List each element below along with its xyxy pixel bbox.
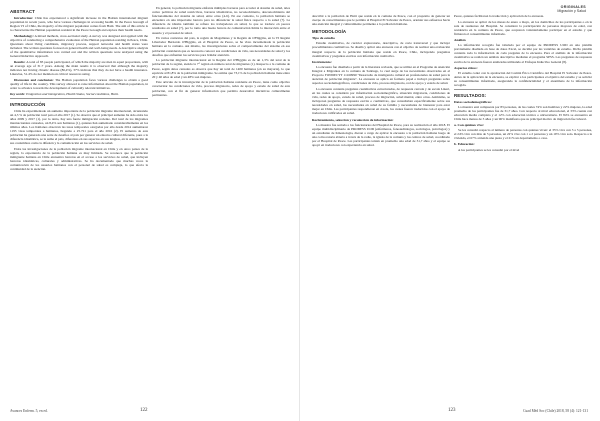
abstract-method-label: Methodology: [14,33,34,38]
left-page-number: 122 [140,408,148,413]
abstract-intro [10,16,148,32]
running-header [557,5,586,13]
abstract-results-label: Results: [14,60,26,65]
analisis-text: La información recogida fue tabulada por el equipo de PRODESS UOD en una planilla previamente diseñada en base de datos Excel, se decidió por las variables de estudio. Dicha planilla contenía toda la información de cada pregunta de la encuesta. Para el análisis de la información cuantitativa se realizó un análisis descriptivo mediante el programa SPSS. Las preguntas de respuesta escrita de la encuesta fueron analizadas utilizando el Enfoque Inductivo General (8). [454,43,592,64]
running-header-topic: Migración y Salud [557,9,586,14]
instrumento-text: La encuesta fue diseñada a partir de la literatura revisada, que se utilizó en el Programa de Atención Integral a Migrantes en la comuna de Santiago, la cual surge de las necesidades observadas en el Proyecto FONDECYT 11160990 "Desarrollo de inteligencia cultural en profesionales de salud para la atención de población migrante". La encuesta se aplicó en formato papel e incluyó preguntas sobre aspectos sociodemográficos, condiciones de vida, proceso migratorio, red de apoyo y estado de salud. [312,64,450,86]
left-column-2 [152,6,290,98]
intro-paragraph: La población migrante internacional en la Región del O'Higgins es de un 1,3% del total de la población de la región, siendo la 7° región en número total de migrantes (1). Respecto a la comuna de Peace, según datos censales es observa que hay un total de 1400 haitianos (en su mayoría), lo que equivale al 81,8% de la población inmigrante. Se estima que 73,1% de la población haitiana tiene entre 20 y 40 años de edad y un 48% son mujeres. [152,58,290,79]
analisis-heading: Análisis [454,38,466,43]
keywords [10,92,148,96]
results-divider [454,89,592,90]
right-column-1 [312,14,450,149]
method-paragraph: La encuesta se aplicó de los meses de enero a mayo, en los domicilios de los participantes o en la sala de reuniones del Hospital. Se consideró la participación de personas mayores de edad, con residencia en la comuna de Peace, que aceptaron voluntariamente participar en el estudio y que firmaron el consentimiento informado. [454,19,592,36]
right-column-2 [454,14,592,153]
keywords-text: Emigration and immigration, Health Status, Social conditions, Haiti. [25,91,119,96]
intro-paragraph: En varios contextos del país, la región de Magallanes y la Región de O'Higgins, en la VI Región Libertador Bernardo O'Higgins, en el Hospital de Peace, se ha visto incrementada la población haitiana en la comuna. Así mismo, las investigaciones sobre el comportamiento del sistema en esa población consideran que es necesario conocer sus condiciones de vida, sus necesidades de salud y los desafíos que enfrentan los servicios para brindar atención. [152,36,290,57]
tipo-heading: Tipo de estudio [312,36,335,41]
intro-paragraph: describir a la población de Haití que reside en la comuna de Peace, con el propósito de generar un cuerpo de conocimientos que le permita al Hospital El Salvador de Peace, orientar sus esfuerzos hacia una atención integral y culturalmente pertinente a la población haitiana. [312,14,450,27]
abstract-results-text: A total of 83 people participated, of which the majority are men in equal proportions, with an average age of 31.7 years. Among the main results it is observed that although the majority indicates not having chronic disease (86,4%), 37% indicate that they do not have a health insurance. Likewise, 51.4% do not mention on critical resources using. [10,60,148,77]
eticos-heading: Aspectos éticos: [454,65,478,70]
eticos-text: El estudio contó con la aprobación del Comité Ético Científico del Hospital El Salvador de Peace. Antes de la aplicación de la encuesta, se explicó a los participantes el objetivo del estudio y se solicitó su consentimiento informado, asegurando la confidencialidad y el anonimato de la información recogida. [454,70,592,87]
instrumento-text-2: La encuesta contenía preguntas cuantitativas estructuradas, de respuesta cerrada y de escala Likert, en las cuales se consideró por información sociodemográfica, situación migratoria, condiciones de vida, redes de apoyo, estado de salud, proceso de migración, salud mental, entre otros. Asimismo, se incluyeron preguntas de respuesta escrita o cualitativas, que consultaban específicamente sobre sus necesidades en salud, las necesidades en salud de su familia y necesidades de bienestar para estar mejor en Chile. Las participantes respondieron en creole, los cuales fueron traducidos con el apoyo de traductores calificados en salud. [312,86,450,116]
method-paragraph: Peace, quienes facilitaron la traducción y aplicación de la encuesta. [454,14,544,18]
living-text: Se les consultó respecto al número de personas con quienes viven: el 35% vive con 3 a 5 personas, el 24% vive con más de 5 personas, un 22% vive con 1 o 2 personas y un 19% vive solo. Respecto a la vivienda, el 67% arrienda una pieza y el 21% un departamento o casa. [454,128,592,141]
right-page [300,0,600,421]
abstract-intro-label: Introduction: [14,16,34,20]
running-header-section: ORIGINALES [560,5,586,9]
education-text: A los participantes se les consultó por el nivel [458,147,520,152]
intro-paragraph: Entre las investigaciones de la población migrante internacional en Chile y en otros países de la región, la experiencia de la población haitiana es muy limitada. Se reconoce que la población inmigrante haitiana en Chile encuentra barreras en el acceso a los servicios de salud, que incluyen barreras idiomáticas, culturales y administrativas. Se ha documentado que muchas veces la comunicación de los usuarios haitianos con el personal de salud es compleja, lo que afecta la continuidad de la atención. [10,147,148,172]
sociodemographic-text: La muestra está compuesta por 83 personas, de las cuales 74% son hombres y 22% mujeres, la edad promedio de los participantes fue de 31,7 años. Con respecto al nivel educacional, el 33% cuenta con educación media completa y el 12% con educación técnica o universitaria. El 84% se encuentra en Chile hace menos de 3 años y un 96% manifiesta que su principal motivo de migración fue laboral. [454,104,592,121]
right-footer: Cuad Méd Soc (Chile) 2018, 58 (4): 121-131 [523,409,588,413]
abstract-discussion-text: The Haitian population faces various challenges to obtain a good quality of life in the country. This survey allowed to raise information about the Haitian population, in order to advance towards the development of culturally relevant initiatives. [10,78,149,91]
intro-heading: INTRODUCCIÓN [10,101,46,107]
recoleccion-heading: Reclutamiento, selección y recolección de información: [312,117,394,122]
instrumento-heading: Instrumento: [312,59,332,64]
abstract-intro-text: Chile has experienced a significant increase in the Haitian international migrant population in recent years, who have various challenges in accessing health. In the Peace borough of Region VI of Chile, the majority of the migrant population comes from Haiti. The aim of this article is to characterize the Haitian population resident in the Peace borough and explore their health needs. [10,16,148,33]
abstract-method-text: A mixed methods, cross-sectional study. A survey was designed and applied with the objective of conducting a comprehensive evaluation of the Haitian population residing in Peace, Chile. Questions about living conditions, migratory process, support networks and health status were included. The written questions focused on general health and well-being needs. A descriptive analysis of the quantitative information was carried out and the written questions were analyzed using the General Inductive Approach. [10,33,148,59]
intro-paragraph: Chile ha experimentado un aumento importante de la población migrante internacional, alcanzando un 4,3 % de población total para el año 2017 (1). Se observa que el principal aumento ha sido entre los años 2009 y 2017 (1), por lo tanto, hay una fuerte inmigración reciente. Del total de los migrantes internacionales censados, un 8,4% son haitianos (1), quienes han aumentado considerablemente en los últimos años. Los haitianos observan las tasas temporales otorgadas por año desde 2014 aumentaron 1195 visas temporales a haitianos, llegando a 25.721 para el año 2016 (2). El aumento de esta población ha generado una serie de desafíos al país por generar un entorno cultural diferente, pues a la diferencia idiomática, se le suma el país, diferentes en sus aspectos en sus lenguas, en la orientación de sus costumbres como la difusión y la comunicación en los servicios de salud. [10,108,148,146]
sociodemographic-heading: Datos sociodemográficos: [454,99,493,104]
recoleccion-text: La muestra fue seriada a los funcionarios del Hospital de Peace, para su realización el año 2018. El equipo multidisciplinario de PRODESS UOD (enfermeros, fonoaudiólogos, sociólogos, psicólogos) y un estudiante de Kinesiología, dieron a cargo de aplicar la encuesta a la población haitiana luego de una convocatoria abierta a través de la radio, la iglesia de la comuna y los centros de salud, coordinado por el Hospital de Peace. Las participantes tenían en promedio una edad de 31,7 años y el equipo se apoyó en traductores con experiencia en salud. [312,122,450,148]
education-heading: b. Educación: [454,142,475,147]
method-heading: METODOLOGÍA [312,29,347,35]
intro-paragraph: En general, la población migrante enfrenta múltiples barreras para acceder al sistema de salud, tales como: políticas de salud restrictivas, barreras idiomáticas, no reconocimiento, desconocimiento del funcionamiento del sistema de salud, entre otras (4-6). En ese contexto, la población haitiana se encuentra en una importante barrera para no diferenciar la salud física respecto a la salud (7). La diferencia de idioma también se refiere los trabajadores en salud, lo que se traduce en peores resultados en salud (7), por lo tanto una buena barrera de comunicación limita la interacción entre el usuario y el personal de salud. [152,6,290,35]
left-footer: Avances Enferm. 5, en ed. [10,409,48,413]
abstract-results [10,60,148,76]
abstract-discussion [10,78,148,90]
right-page-number: 123 [448,408,456,413]
abstract-heading: ABSTRACT [10,9,35,14]
results-heading: RESULTADOS: [454,92,487,98]
left-column-1 [10,6,148,173]
abstract-method [10,34,148,59]
living-heading: a. Con quiénes vive: [454,123,484,128]
tipo-text: Estudio cuantitativo, de carácter exploratorio, descriptivo, de corte transversal y que incluyó procedimientos cualitativos. Se diseñó y aplicó una encuesta con el objetivo de realizar una evaluación integral respecto de la población haitiana que reside en Peace, Chile, incluyendo preguntas cuantitativas y preguntas escritas con información cualitativa. [312,41,450,58]
abstract-divider [10,98,148,99]
keywords-label: Key words: [10,91,26,96]
abstract-discussion-label: Discussion and conclusion: [14,78,54,83]
intro-paragraph: Este artículo de la investigación de la población haitiana residente en Peace, tiene como objetivo caracterizar las condiciones de vida, proceso migratorio, redes de apoyo y estado de salud de esta población, con el fin de generar información que permita desarrollar iniciativas culturalmente pertinentes. [152,80,290,97]
